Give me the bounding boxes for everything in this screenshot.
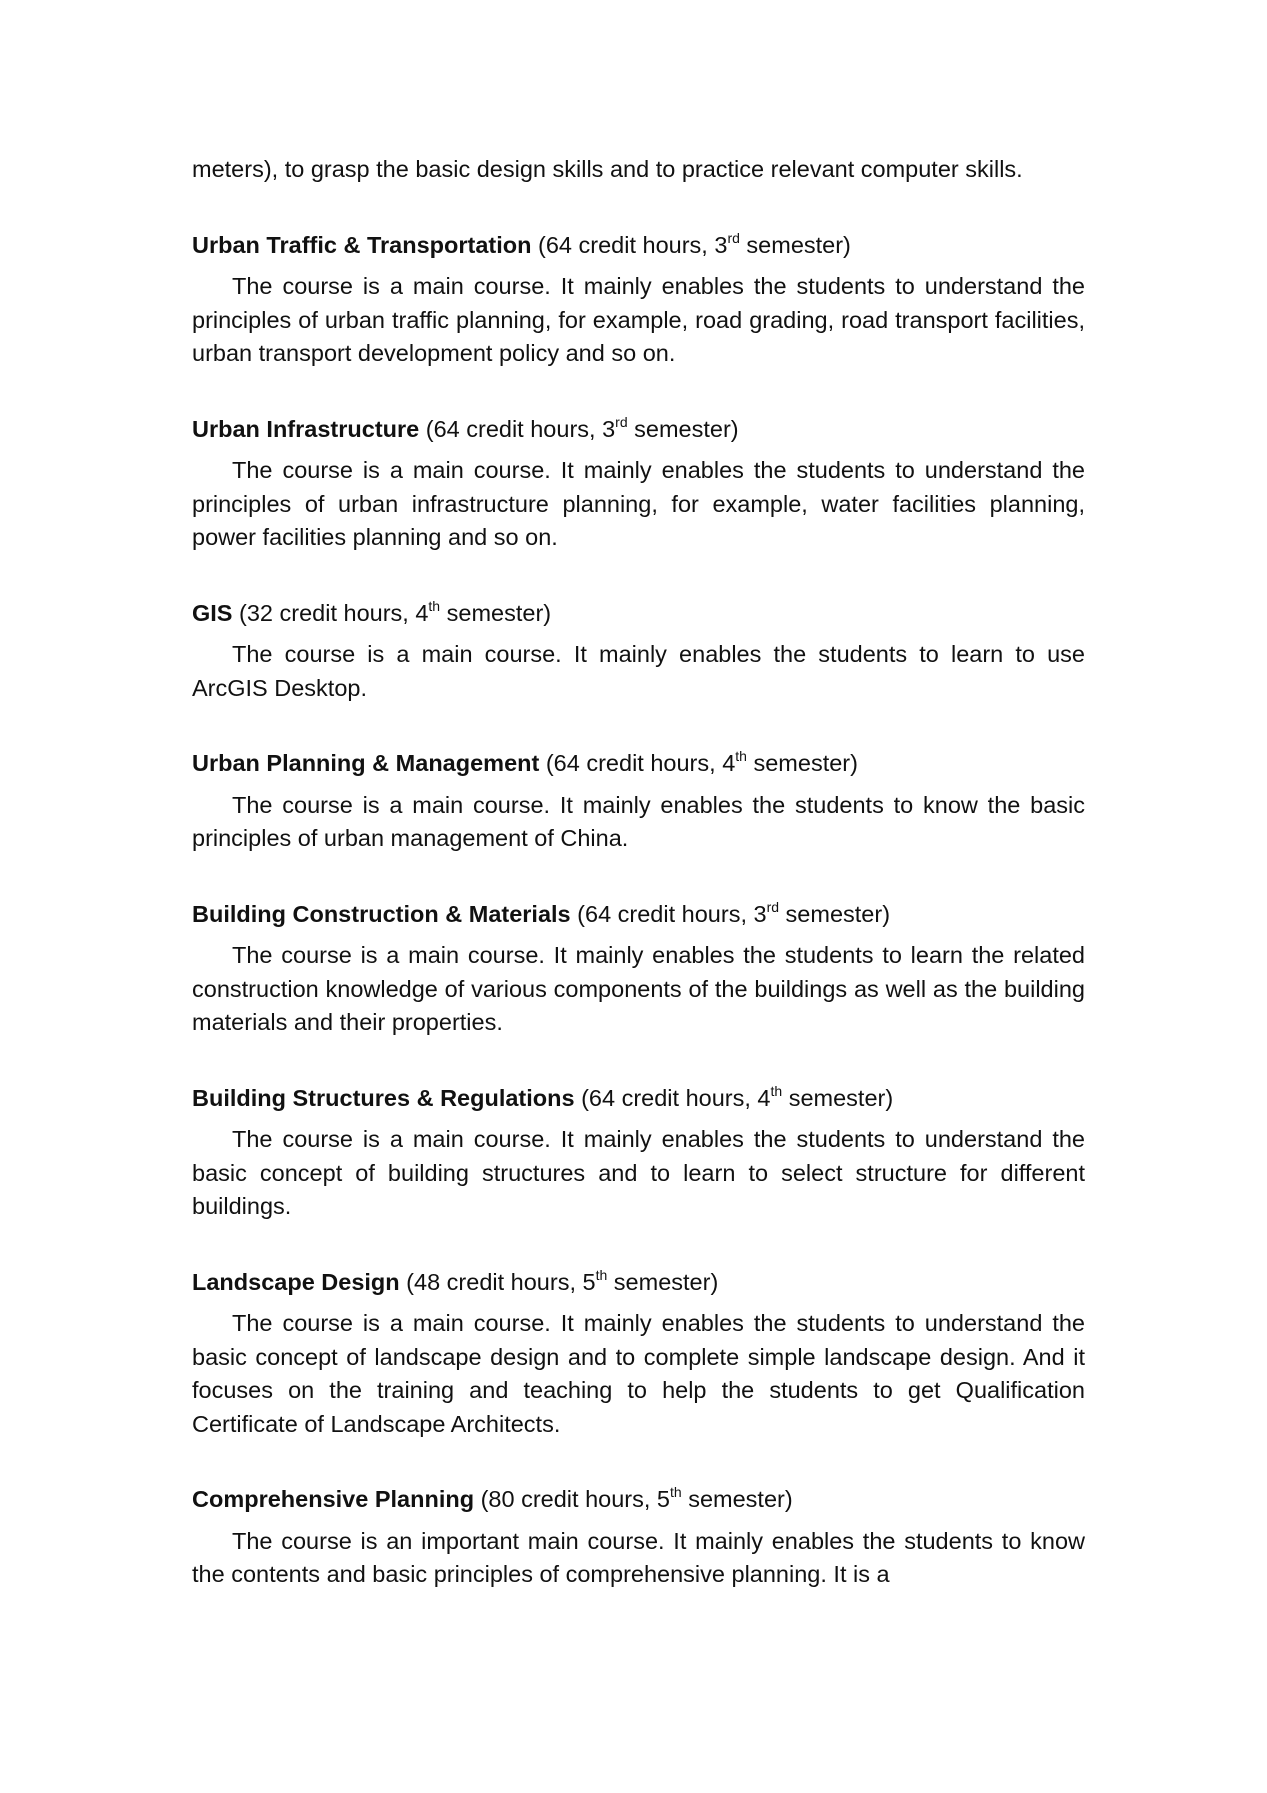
course-description: The course is an important main course. It mainly enables the students to know the contents and basic principles of comprehensive planning. It is a (192, 1527, 1085, 1587)
course-details-end: semester) (779, 900, 891, 927)
course-details: (48 credit hours, 5 (399, 1268, 596, 1295)
course-name: GIS (192, 599, 233, 626)
course-heading (192, 597, 1085, 631)
course-heading (192, 1266, 1085, 1300)
course-details: (64 credit hours, 3 (531, 231, 728, 258)
course-heading (192, 898, 1085, 932)
course-heading (192, 747, 1085, 781)
course-entry (192, 1082, 1085, 1224)
course-entry (192, 1483, 1085, 1592)
course-description: The course is a main course. It mainly enables the students to understand the principles of urban traffic planning, for example, road grading, road transport facilities, urban transport development policy and so on. (192, 273, 1085, 366)
course-heading (192, 229, 1085, 263)
course-entry (192, 413, 1085, 555)
course-entry (192, 898, 1085, 1040)
course-heading (192, 413, 1085, 447)
course-details: (64 credit hours, 4 (574, 1084, 771, 1111)
course-heading (192, 1082, 1085, 1116)
course-name: Urban Traffic & Transportation (192, 231, 532, 258)
ordinal-suffix: rd (766, 898, 780, 915)
course-name: Comprehensive Planning (192, 1486, 475, 1512)
course-details: (80 credit hours, 5 (474, 1486, 670, 1512)
ordinal-suffix: th (735, 748, 747, 765)
course-entry (192, 1266, 1085, 1442)
page-content (192, 153, 1085, 1592)
course-entry (192, 747, 1085, 856)
course-description: The course is a main course. It mainly enables the students to understand the basic concept of landscape design and to complete simple landscape design. And it focuses on the training and teaching to help the students to get Qualification Certificate of Landscape Architects. (192, 1310, 1085, 1437)
course-details-end: semester) (739, 231, 851, 258)
course-name: Urban Infrastructure (192, 415, 420, 442)
course-details: (32 credit hours, 4 (232, 599, 429, 626)
ordinal-suffix: th (428, 597, 441, 614)
course-description: The course is a main course. It mainly enables the students to understand the principles of urban infrastructure planning, for example, water facilities planning, power facilities planning and so on. (192, 457, 1085, 550)
course-details-end: semester) (746, 750, 858, 776)
course-description: The course is a main course. It mainly enables the students to learn the related construction knowledge of various components of the buildings as well as the building materials and their properties. (192, 942, 1085, 1035)
course-details-end: semester) (440, 599, 552, 626)
course-description: The course is a main course. It mainly enables the students to understand the basic concept of building structures and to learn to select structure for different buildings. (192, 1126, 1085, 1219)
ordinal-suffix: rd (727, 229, 740, 246)
course-details-end: semester) (607, 1268, 719, 1295)
course-heading (192, 1483, 1085, 1517)
course-entry (192, 229, 1085, 371)
intro-paragraph: meters), to grasp the basic design skills and to practice relevant computer skills. (192, 156, 1023, 182)
course-details: (64 credit hours, 3 (419, 415, 616, 442)
course-name: Building Construction & Materials (192, 900, 571, 927)
course-details: (64 credit hours, 3 (570, 900, 767, 927)
ordinal-suffix: th (670, 1484, 682, 1501)
course-details-end: semester) (681, 1486, 793, 1512)
ordinal-suffix: th (770, 1082, 783, 1099)
course-name: Urban Planning & Management (192, 750, 540, 776)
course-name: Building Structures & Regulations (192, 1084, 575, 1111)
course-description: The course is a main course. It mainly enables the students to know the basic principles of urban management of China. (192, 791, 1085, 851)
course-name: Landscape Design (192, 1268, 400, 1295)
course-description: The course is a main course. It mainly enables the students to learn to use ArcGIS Desktop. (192, 641, 1085, 701)
ordinal-suffix: th (595, 1266, 608, 1283)
course-details-end: semester) (782, 1084, 894, 1111)
course-details: (64 credit hours, 4 (539, 750, 736, 776)
course-entry (192, 597, 1085, 706)
ordinal-suffix: rd (615, 413, 628, 430)
course-details-end: semester) (627, 415, 739, 442)
